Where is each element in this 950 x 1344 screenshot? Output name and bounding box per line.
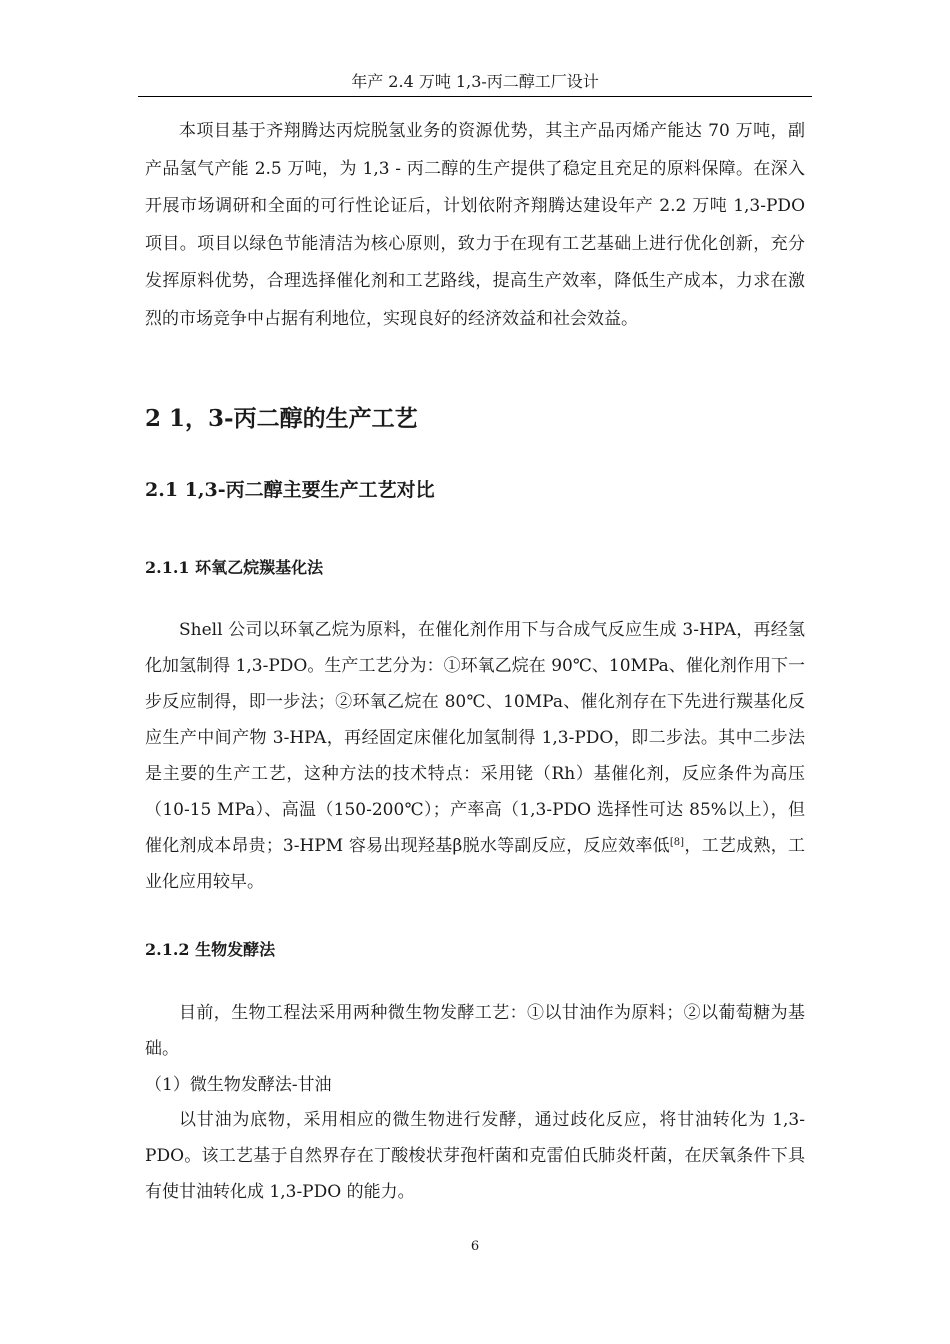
carbonylation-paragraph bbox=[145, 612, 805, 900]
carbonylation-text: Shell 公司以环氧乙烷为原料，在催化剂作用下与合成气反应生成 3-HPA，再经氢化加氢制得 1,3-PDO。生产工艺分为：①环氧乙烷在 90℃、10MPa、催化剂作用下一步反应制得，即一步法；②环氧乙烷在 80℃、10MPa、催化剂存在下先进行羰基化反应生产中间产物 3-HPA，再经固定床催化加氢制得 1,3-PDO，即二步法。其中二步法是主要的生产工艺，这种方法的技术特点：采用铑（Rh）基催化剂，反应条件为高压（10-15 MPa）、高温（150-200℃）；产率高（1,3-PDO 选择性可达 85%以上），但催化剂成本昂贵；3-HPM 容易出现羟基β脱水等副反应，反应效率低 bbox=[145, 620, 805, 856]
subsubsection-heading-1: 2.1.1 环氧乙烷羰基化法 bbox=[145, 558, 324, 577]
carbonylation-text-tail: ，工艺成熟，工业化应用较早。 bbox=[145, 836, 806, 892]
intro-paragraph: 本项目基于齐翔腾达丙烷脱氢业务的资源优势，其主产品丙烯产能达 70 万吨，副产品氢气产能 2.5 万吨，为 1,3 - 丙二醇的生产提供了稳定且充足的原料保障。在深入开展市场调研和全面的可行性论证后，计划依附齐翔腾达建设年产 2.2 万吨 1,3-PDO 项目。项目以绿色节能清洁为核心原则，致力于在现有工艺基础上进行优化创新，充分发挥原料优势，合理选择催化剂和工艺路线，提高生产效率，降低生产成本，力求在激烈的市场竞争中占据有利地位，实现良好的经济效益和社会效益。 bbox=[145, 121, 805, 329]
fermentation-paragraph: 目前，生物工程法采用两种微生物发酵工艺：①以甘油作为原料；②以葡萄糖为基础。 bbox=[145, 1003, 805, 1059]
glycerol-subheading: （1）微生物发酵法-甘油 bbox=[145, 1075, 332, 1095]
header-divider bbox=[138, 96, 812, 97]
section-heading: 2 1，3-丙二醇的生产工艺 bbox=[145, 405, 418, 432]
running-header: 年产 2.4 万吨 1,3-丙二醇工厂设计 bbox=[351, 72, 599, 91]
citation-ref: [8] bbox=[669, 837, 685, 848]
subsection-heading: 2.1 1,3-丙二醇主要生产工艺对比 bbox=[145, 479, 435, 501]
page-number: 6 bbox=[470, 1239, 480, 1254]
glycerol-paragraph: 以甘油为底物，采用相应的微生物进行发酵，通过歧化反应，将甘油转化为 1,3-PDO。该工艺基于自然界存在丁酸梭状芽孢杆菌和克雷伯氏肺炎杆菌，在厌氧条件下具有使甘油转化成 1,3-PDO 的能力。 bbox=[145, 1110, 805, 1202]
subsubsection-heading-2: 2.1.2 生物发酵法 bbox=[145, 940, 276, 959]
